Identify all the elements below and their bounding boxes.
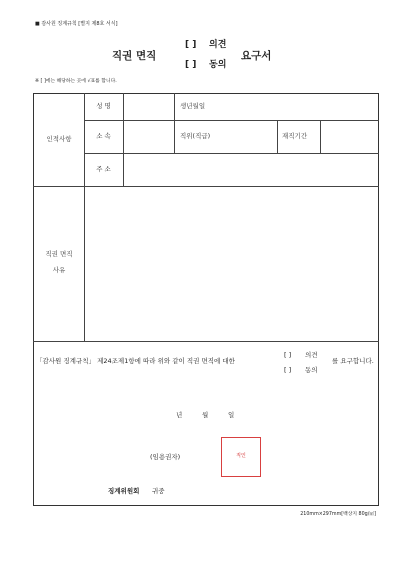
reason-label-line1: 직권 면직 [45, 250, 73, 258]
legal-basis-text: 「감사원 징계규칙」 제24조제1항에 따라 위와 같이 직권 면직에 대한 [36, 357, 235, 365]
title-opinion-label: 의견 [209, 40, 227, 50]
personal-info-label: 인적사항 [46, 135, 72, 143]
position-label: 직위(직급) [180, 132, 211, 140]
title-consent-label: 동의 [209, 60, 227, 70]
body-checkbox-consent[interactable]: [ ] [284, 366, 292, 374]
birth-label: 생년월일 [180, 102, 206, 110]
row-divider [84, 153, 379, 154]
instruction-note: ※ [ ]에는 해당하는 곳에 √표를 합니다. [35, 79, 117, 84]
appointer-label: (임용권자) [150, 453, 181, 461]
row-divider [84, 120, 379, 121]
column-divider [277, 120, 278, 153]
body-opinion-label: 의견 [305, 351, 318, 359]
column-divider [174, 93, 175, 153]
title-request: 요구서 [241, 50, 272, 62]
recipient-suffix: 귀중 [152, 487, 165, 495]
name-label: 성 명 [96, 102, 111, 110]
title-main: 직권 면직 [112, 50, 157, 62]
date-day-label: 일 [228, 411, 235, 419]
official-seal-label: 직인 [236, 453, 246, 459]
body-consent-label: 동의 [305, 366, 318, 374]
title-checkbox-consent[interactable]: [ ] [185, 60, 197, 70]
document-header-label: ■ 감사원 징계규칙 [별지 제8호 서식] [35, 21, 118, 27]
request-text: 를 요구합니다. [332, 357, 374, 365]
address-label: 주 소 [96, 165, 111, 173]
paper-spec-footer: 210mm×297mm[백상지 80g/㎡] [300, 512, 376, 517]
department-label: 소 속 [96, 132, 111, 140]
column-divider [123, 93, 124, 186]
reason-label-line2: 사유 [52, 266, 66, 274]
title-checkbox-opinion[interactable]: [ ] [185, 40, 197, 50]
column-divider [320, 120, 321, 153]
column-divider [84, 93, 85, 341]
tenure-label: 재직기간 [282, 132, 308, 140]
date-year-label: 년 [176, 411, 183, 419]
body-checkbox-opinion[interactable]: [ ] [284, 351, 292, 359]
section-divider [33, 341, 379, 342]
date-month-label: 월 [202, 411, 209, 419]
recipient-committee: 징계위원회 [108, 487, 140, 495]
